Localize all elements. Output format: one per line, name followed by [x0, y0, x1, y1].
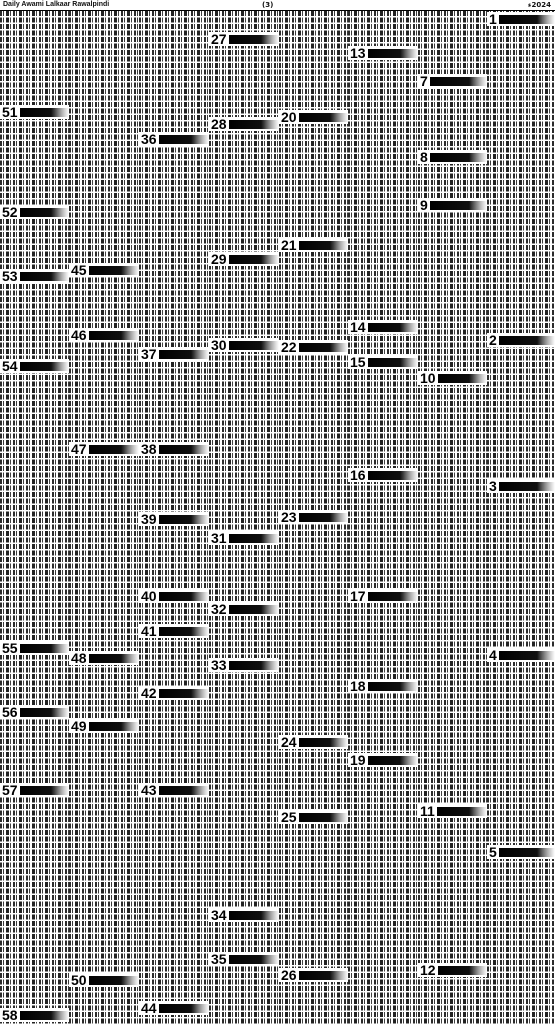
notice-header [139, 686, 209, 700]
notice-number: 31 [211, 531, 227, 545]
notice-number: 30 [211, 338, 227, 352]
notice-header [209, 531, 279, 545]
notice-header [0, 783, 69, 797]
notice-header [279, 110, 348, 124]
notice-header [209, 952, 279, 966]
notice-number: 37 [141, 347, 157, 361]
notice-header [0, 359, 69, 373]
notice-header [209, 338, 279, 352]
notice-header [0, 205, 69, 219]
notice-number: 5 [489, 845, 497, 859]
notice-number: 32 [211, 602, 227, 616]
column-3 [139, 11, 210, 1024]
notice-number: 29 [211, 252, 227, 266]
notice-header [279, 810, 348, 824]
notice-header [69, 651, 139, 665]
notice-header [348, 679, 418, 693]
notice-header [0, 105, 69, 119]
notice-number: 1 [489, 12, 497, 26]
notice-number: 57 [2, 783, 18, 797]
notice-header [487, 479, 555, 493]
notice-header [139, 624, 209, 638]
notice-header [348, 320, 418, 334]
notice-header [0, 641, 69, 655]
notice-header [209, 602, 279, 616]
notice-number: 51 [2, 105, 18, 119]
notice-number: 24 [281, 735, 297, 749]
column-1 [0, 11, 70, 1024]
notice-number: 34 [211, 908, 227, 922]
column-8 [487, 11, 555, 1024]
notice-header [139, 132, 209, 146]
notice-header [69, 328, 139, 342]
issue-date: 2024ء [527, 1, 551, 9]
notice-number: 28 [211, 117, 227, 131]
notice-header [418, 963, 487, 977]
notice-header [279, 238, 348, 252]
notice-number: 7 [420, 74, 428, 88]
notice-header [348, 46, 418, 60]
notice-number: 44 [141, 1001, 157, 1015]
notice-number: 21 [281, 238, 297, 252]
notice-number: 15 [350, 355, 366, 369]
notice-number: 49 [71, 719, 87, 733]
notice-number: 11 [420, 804, 435, 818]
notice-number: 22 [281, 340, 297, 354]
notice-number: 14 [350, 320, 366, 334]
notice-number: 41 [141, 624, 157, 638]
notice-header [487, 12, 555, 26]
notice-number: 58 [2, 1008, 18, 1022]
notice-number: 18 [350, 679, 366, 693]
notice-header [209, 252, 279, 266]
notice-header [279, 340, 348, 354]
notice-number: 48 [71, 651, 87, 665]
notice-number: 17 [350, 589, 366, 603]
notice-header [69, 442, 139, 456]
notice-number: 53 [2, 269, 18, 283]
notice-header [418, 804, 487, 818]
notice-header [209, 658, 279, 672]
notice-number: 10 [420, 371, 436, 385]
notice-header [418, 74, 487, 88]
notice-header [209, 117, 279, 131]
notice-number: 23 [281, 510, 297, 524]
notice-header [69, 973, 139, 987]
notice-number: 16 [350, 468, 366, 482]
notice-header [279, 510, 348, 524]
column-5 [279, 11, 349, 1024]
notice-header [418, 198, 487, 212]
newspaper-name: Daily Awami Lalkaar Rawalpindi [3, 1, 110, 8]
notice-header [69, 263, 139, 277]
notice-header [139, 347, 209, 361]
notice-header [348, 589, 418, 603]
notice-number: 8 [420, 150, 428, 164]
notice-number: 46 [71, 328, 87, 342]
column-6 [348, 11, 419, 1024]
notice-number: 40 [141, 589, 157, 603]
notice-number: 26 [281, 968, 297, 982]
notice-number: 12 [420, 963, 436, 977]
notice-number: 13 [350, 46, 366, 60]
notice-number: 39 [141, 512, 157, 526]
notice-number: 36 [141, 132, 157, 146]
column-2 [69, 11, 140, 1024]
notice-number: 52 [2, 205, 18, 219]
notice-header [348, 753, 418, 767]
column-7 [418, 11, 488, 1024]
notice-header [279, 735, 348, 749]
notice-header [348, 468, 418, 482]
notice-number: 47 [71, 442, 87, 456]
notice-header [139, 783, 209, 797]
notice-header [418, 371, 487, 385]
notice-number: 38 [141, 442, 157, 456]
notice-number: 4 [489, 648, 497, 662]
notice-header [348, 355, 418, 369]
notice-header [279, 968, 348, 982]
notice-number: 3 [489, 479, 497, 493]
notice-number: 20 [281, 110, 297, 124]
notice-number: 35 [211, 952, 227, 966]
masthead [0, 0, 555, 11]
notice-header [139, 1001, 209, 1015]
notice-header [487, 648, 555, 662]
notice-number: 19 [350, 753, 366, 767]
notice-number: 56 [2, 705, 18, 719]
page-number: (3) [262, 1, 274, 9]
notice-number: 43 [141, 783, 157, 797]
notice-header [69, 719, 139, 733]
notice-header [0, 705, 69, 719]
notice-number: 9 [420, 198, 428, 212]
notice-number: 42 [141, 686, 157, 700]
notice-number: 2 [489, 333, 497, 347]
notice-number: 50 [71, 973, 87, 987]
notice-header [487, 333, 555, 347]
notice-number: 55 [2, 641, 18, 655]
notice-header [0, 1008, 69, 1022]
notice-header [139, 512, 209, 526]
column-4 [209, 11, 280, 1024]
notice-header [139, 589, 209, 603]
notice-header [487, 845, 555, 859]
notice-header [139, 442, 209, 456]
notice-header [418, 150, 487, 164]
notice-number: 27 [211, 32, 227, 46]
notice-number: 54 [2, 359, 18, 373]
notice-number: 25 [281, 810, 297, 824]
notice-number: 45 [71, 263, 87, 277]
notice-header [0, 269, 69, 283]
notice-header [209, 908, 279, 922]
notice-number: 33 [211, 658, 227, 672]
notice-header [209, 32, 279, 46]
